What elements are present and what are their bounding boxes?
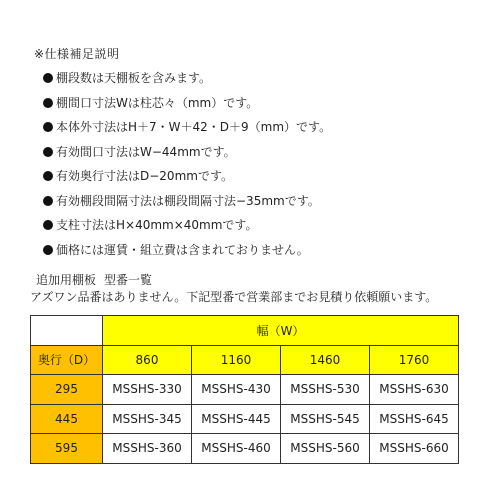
- model-cell: MSSHS-645: [370, 404, 459, 434]
- model-cell: MSSHS-445: [192, 404, 281, 434]
- spec-note-text: 有効棚段間隔寸法は棚段間隔寸法−35mmです。: [56, 193, 320, 208]
- spec-note-item: [42, 189, 331, 214]
- spec-notes-list: [42, 66, 331, 262]
- shelf-heading-label: 追加用棚板: [36, 273, 97, 287]
- width-value: 860: [103, 345, 192, 375]
- bullet-icon: [43, 122, 53, 132]
- shelf-heading-label-2: 型番一覧: [104, 273, 153, 287]
- bullet-icon: [43, 196, 53, 206]
- table-header-row: [31, 316, 459, 346]
- model-cell: MSSHS-345: [103, 404, 192, 434]
- spec-note-item: [42, 213, 331, 238]
- depth-value: 295: [31, 375, 103, 405]
- spec-note-text: 棚間口寸法Wは柱芯々（mm）です。: [56, 95, 259, 110]
- model-cell: MSSHS-530: [281, 375, 370, 405]
- shelf-subtext: アズワン品番はありません。下記型番で営業部までお見積り依頼願います。: [30, 290, 438, 304]
- bullet-icon: [43, 245, 53, 255]
- model-cell: MSSHS-360: [103, 434, 192, 464]
- model-cell: MSSHS-560: [281, 434, 370, 464]
- model-cell: MSSHS-630: [370, 375, 459, 405]
- spec-note-item: [42, 164, 331, 189]
- spec-note-item: [42, 66, 331, 91]
- table-corner-cell: [31, 316, 103, 346]
- bullet-icon: [43, 98, 53, 108]
- width-header: 幅（W）: [103, 316, 459, 346]
- width-value: 1460: [281, 345, 370, 375]
- model-cell: MSSHS-545: [281, 404, 370, 434]
- spec-note-text: 価格には運賃・組立費は含まれておりません。: [56, 242, 309, 257]
- shelf-heading: [36, 272, 152, 289]
- model-cell: MSSHS-330: [103, 375, 192, 405]
- model-cell: MSSHS-430: [192, 375, 281, 405]
- bullet-icon: [43, 147, 53, 157]
- depth-header: 奥行（D）: [31, 345, 103, 375]
- model-cell: MSSHS-460: [192, 434, 281, 464]
- model-number-table: [30, 315, 459, 464]
- spec-note-item: [42, 115, 331, 140]
- spec-note-text: 棚段数は天棚板を含みます。: [56, 71, 212, 85]
- width-value: 1160: [192, 345, 281, 375]
- spec-note-text: 本体外寸法はH＋7・W＋42・D＋9（mm）です。: [56, 120, 332, 134]
- spec-note-text: 支柱寸法はH×40mm×40mmです。: [56, 218, 258, 232]
- depth-value: 595: [31, 434, 103, 464]
- spec-note-text: 有効奥行寸法はD−20mmです。: [56, 169, 233, 183]
- width-value: 1760: [370, 345, 459, 375]
- bullet-icon: [43, 73, 53, 83]
- spec-notes-title: ※仕様補足説明: [34, 47, 120, 61]
- bullet-icon: [43, 171, 53, 181]
- spec-note-item: [42, 140, 331, 165]
- table-row: [31, 375, 459, 405]
- spec-note-text: 有効間口寸法はW−44mmです。: [56, 144, 236, 159]
- model-cell: MSSHS-660: [370, 434, 459, 464]
- table-row: [31, 434, 459, 464]
- table-header-row: [31, 345, 459, 375]
- spec-note-item: [42, 238, 331, 263]
- bullet-icon: [43, 220, 53, 230]
- depth-value: 445: [31, 404, 103, 434]
- spec-note-item: [42, 91, 331, 116]
- table-row: [31, 404, 459, 434]
